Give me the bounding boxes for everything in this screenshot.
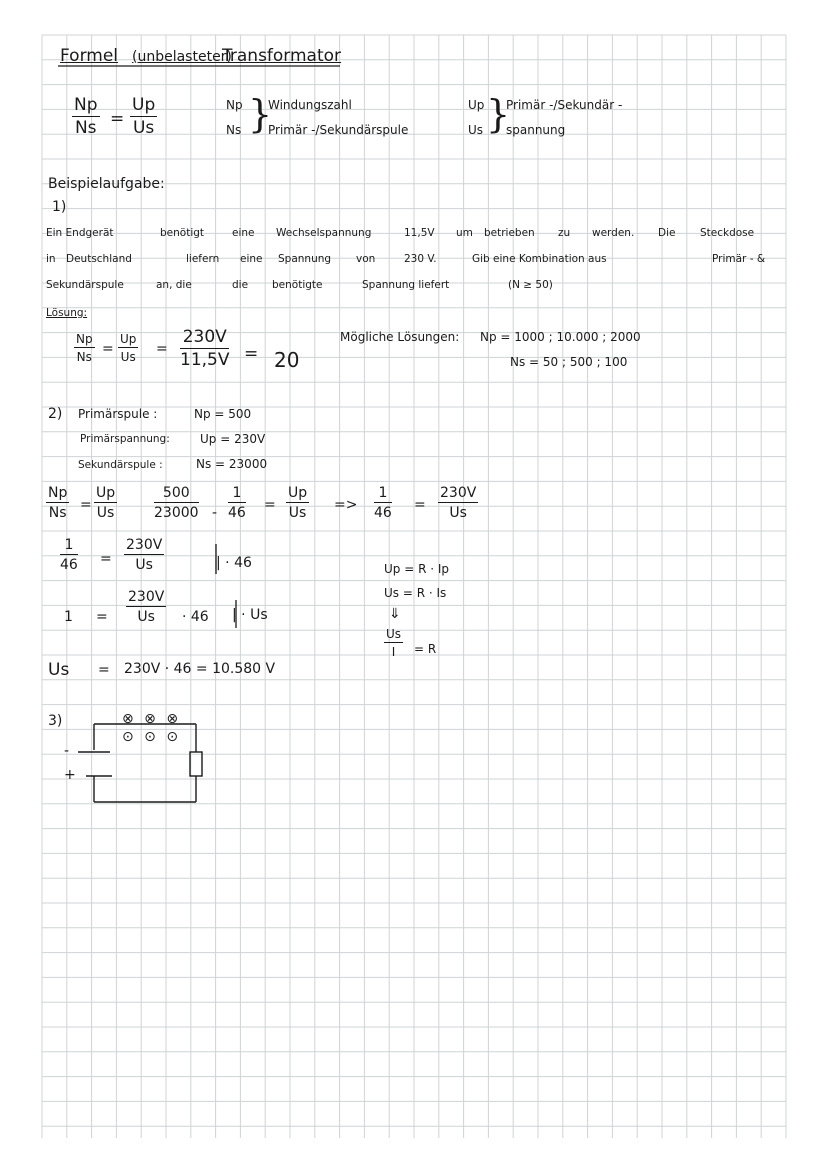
task1-l1-w7: zu: [558, 227, 571, 239]
sol1-result: 20: [274, 348, 300, 372]
ohm-us: Us: [386, 627, 402, 641]
sol1-eq1: =: [102, 341, 114, 357]
formula-us: Us: [132, 118, 155, 138]
sol1-11-5v: 11,5V: [180, 350, 230, 370]
sol1-eq3: =: [244, 344, 259, 364]
sol1-us: Us: [120, 350, 136, 364]
title-paren: (unbelasteter): [132, 49, 232, 65]
task1-l2-w0: in: [46, 253, 56, 265]
t2-us: Us: [96, 505, 115, 521]
r3-op: | · Us: [232, 607, 268, 623]
r3-us: Us: [137, 609, 155, 625]
task2-line1-label: Primärspule :: [78, 407, 158, 421]
task1-l1-w9: Die: [658, 227, 676, 239]
task1-l2-w5: von: [356, 253, 376, 265]
task1-l2-w1: Deutschland: [66, 253, 132, 265]
task1-l2-w3: eine: [240, 253, 263, 265]
spannung-line1: Primär -/Sekundär -: [506, 98, 623, 112]
ohm-line1: Up = R · Ip: [384, 562, 450, 576]
up-label: Up: [468, 98, 485, 112]
possible-solutions-label: Mögliche Lösungen:: [340, 330, 460, 344]
r2-op: | · 46: [216, 555, 252, 571]
task1-l1-w8: werden.: [592, 227, 635, 239]
r3-one: 1: [64, 609, 73, 625]
ns-solutions: Ns = 50 ; 500 ; 100: [510, 355, 628, 369]
title-transformator: Transformator: [222, 46, 342, 66]
task1-l2-w6: 230 V.: [404, 253, 437, 265]
windungszahl-label: Windungszahl: [268, 98, 352, 112]
t2-46b: 46: [374, 505, 392, 521]
ohm-i: I: [391, 645, 396, 659]
formula-up-us: [130, 97, 157, 137]
task1-l3-w3: benötigte: [272, 279, 323, 291]
ohm-us-i: [384, 628, 403, 658]
sol1-230v: 230V: [180, 329, 229, 349]
t2-one: 1: [228, 486, 246, 503]
task2-number: 2): [48, 406, 63, 422]
r2-one: 1: [60, 538, 78, 555]
task1-l1-w10: Steckdose: [700, 227, 755, 239]
task1-l1-w3: Wechselspannung: [276, 227, 372, 239]
r2-eq: =: [100, 551, 112, 567]
coil-cross-row: ⊗ ⊗ ⊗: [122, 711, 182, 727]
t2-230v: 230V: [440, 485, 477, 501]
coil-dot-row: ⊙ ⊙ ⊙: [122, 729, 182, 745]
sol1-np-ns: [74, 333, 95, 363]
task1-l3-w5: (N ≥ 50): [508, 279, 553, 291]
result-calc: 230V · 46 = 10.580 V: [124, 661, 276, 677]
example-heading: Beispielaufgabe:: [48, 176, 165, 192]
sol1-np: Np: [76, 332, 93, 346]
t2-500: 500: [154, 486, 199, 503]
loesung-label: Lösung:: [46, 307, 88, 319]
task1-l1-w0: Ein Endgerät: [46, 227, 114, 239]
t2-230v-us3: [438, 486, 478, 520]
t2-up-us: [94, 486, 117, 520]
t2-500-23000: [154, 486, 199, 520]
t2-up2-us2: [286, 486, 309, 520]
t2-us2: Us: [288, 505, 307, 521]
np-label: Np: [226, 98, 243, 112]
brace-n: }: [248, 92, 273, 136]
t2-us3: Us: [449, 505, 467, 521]
task1-l1-w1: benötigt: [160, 227, 205, 239]
t2-1-46: [228, 486, 246, 520]
t2-np-ns: [46, 486, 69, 520]
task1-l1-w2: eine: [232, 227, 255, 239]
task1-l3-w2: die: [232, 279, 249, 291]
t2-up2: Up: [288, 485, 308, 501]
task1-l1-w4: 11,5V: [404, 227, 435, 239]
task2-line1-value: Np = 500: [194, 407, 252, 421]
task1-l3-w0: Sekundärspule: [46, 279, 124, 291]
t2-implies: =>: [334, 497, 358, 513]
task1-number: 1): [52, 199, 67, 215]
t2-1-46b: [374, 486, 392, 520]
task2-line2-value: Up = 230V: [200, 432, 266, 446]
spulen-label: Primär -/Sekundärspule: [268, 123, 409, 137]
task2-line3-label: Sekundärspule :: [78, 459, 163, 471]
task1-l2-w8: Primär - &: [712, 253, 766, 265]
task1-l3-w4: Spannung liefert: [362, 279, 450, 291]
t2-46: 46: [228, 505, 246, 521]
task2-line2-label: Primärspannung:: [80, 433, 170, 445]
t2-23000: 23000: [154, 505, 199, 521]
t2-eq2: =: [264, 497, 276, 513]
ns-label: Ns: [226, 123, 242, 137]
t2-minus: -: [212, 505, 218, 521]
sol1-volt-frac: [180, 329, 229, 369]
task1-l1-w5: um: [456, 227, 473, 239]
r3-230v-us: [126, 590, 166, 624]
sol1-up-us: [118, 333, 138, 363]
r3-eq: =: [96, 609, 108, 625]
title-formel: Formel: [60, 46, 119, 66]
spannung-line2: spannung: [506, 123, 566, 137]
t2-up: Up: [96, 485, 116, 501]
brace-u: }: [486, 92, 511, 136]
t2-ns: Ns: [48, 505, 67, 521]
np-solutions: Np = 1000 ; 10.000 ; 2000: [480, 330, 641, 344]
sol1-eq2: =: [156, 341, 168, 357]
t2-eq3: =: [414, 497, 426, 513]
r2-46: 46: [60, 557, 78, 573]
us-label: Us: [468, 123, 484, 137]
t2-one2: 1: [374, 486, 392, 503]
r2-230v-us: [124, 538, 164, 572]
formula-np-ns: [72, 97, 100, 137]
task1-l2-w4: Spannung: [278, 253, 332, 265]
r3-times46: · 46: [182, 609, 209, 625]
ohm-line2: Us = R · Is: [384, 586, 447, 600]
result-us: Us: [48, 660, 70, 680]
formula-up: Up: [132, 95, 156, 115]
circuit-minus: -: [64, 743, 70, 759]
task3-number: 3): [48, 713, 63, 729]
t2-eq1: =: [80, 497, 92, 513]
circuit-plus: +: [64, 767, 76, 783]
formula-ns: Ns: [74, 118, 97, 138]
r2-230v: 230V: [126, 537, 163, 553]
formula-np: Np: [74, 95, 98, 115]
formula-eq: =: [110, 109, 125, 129]
sol1-ns: Ns: [76, 350, 92, 364]
r2-us: Us: [135, 557, 153, 573]
task1-l2-w7: Gib eine Kombination aus: [472, 253, 607, 265]
task1-l3-w1: an, die: [156, 279, 192, 291]
r3-230v: 230V: [128, 589, 165, 605]
sol1-up: Up: [120, 332, 137, 346]
task1-l1-w6: betrieben: [484, 227, 535, 239]
task1-l2-w2: liefern: [186, 253, 220, 265]
r2-1-46: [60, 538, 78, 572]
result-eq: =: [98, 662, 110, 678]
ohm-arrow: ⇓: [389, 606, 401, 622]
t2-np: Np: [48, 485, 68, 501]
task2-line3-value: Ns = 23000: [196, 457, 268, 471]
ohm-eq-r: = R: [414, 642, 437, 656]
